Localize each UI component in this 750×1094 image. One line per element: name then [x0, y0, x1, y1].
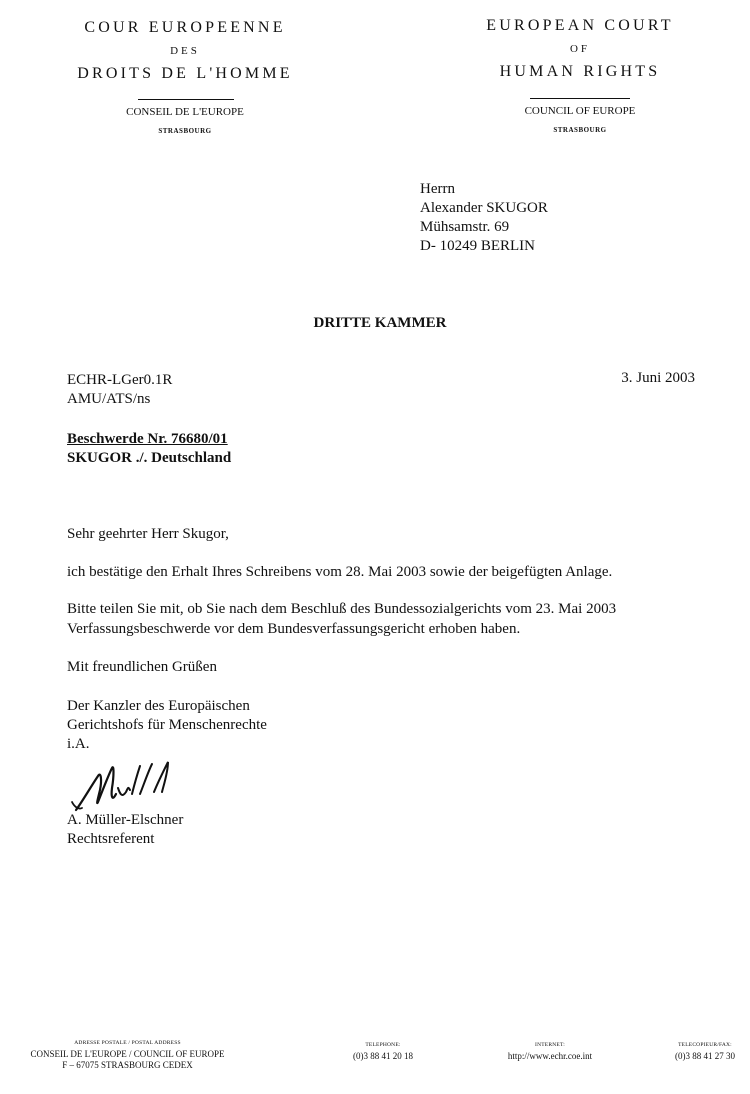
footer-internet — [480, 1040, 620, 1062]
footer-address-line-1: CONSEIL DE L'EUROPE / COUNCIL OF EUROPE — [30, 1049, 225, 1059]
city-fr: STRASBOURG — [158, 127, 212, 135]
signatory-line-3: i.A. — [67, 736, 90, 752]
footer-address — [0, 1038, 255, 1071]
letterhead-left-rule — [138, 99, 234, 100]
footer-address-line-2: F – 67075 STRASBOURG CEDEX — [62, 1060, 193, 1070]
letterhead-right-rule — [530, 98, 630, 99]
recipient-city: D- 10249 BERLIN — [420, 238, 535, 254]
footer-fax-value: (0)3 88 41 27 30 — [675, 1051, 735, 1061]
chamber-heading: DRITTE KAMMER — [313, 315, 447, 331]
recipient-street: Mühsamstr. 69 — [420, 219, 510, 235]
case-title: SKUGOR ./. Deutschland — [67, 450, 232, 466]
footer-internet-value: http://www.echr.coe.int — [507, 1051, 593, 1061]
council-name-en: COUNCIL OF EUROPE — [524, 105, 636, 117]
handwritten-signature — [68, 758, 188, 818]
court-name-fr-line3: DROITS DE L'HOMME — [77, 65, 293, 82]
signatory-line-1: Der Kanzler des Europäischen — [67, 698, 250, 714]
letterhead-right — [455, 16, 705, 82]
footer-address-caption: ADRESSE POSTALE / POSTAL ADDRESS — [74, 1040, 181, 1046]
signatory-role: Rechtsreferent — [67, 831, 155, 847]
court-name-fr-line1: COUR EUROPEENNE — [84, 19, 286, 36]
paragraph-1: ich bestätige den Erhalt Ihres Schreibens vom 28. Mai 2003 sowie der beigefügten Anlage. — [67, 564, 613, 580]
signatory-line-2: Gerichtshofs für Menschenrechte — [67, 717, 267, 733]
court-name-fr-line2: DES — [170, 45, 200, 57]
greeting: Sehr geehrter Herr Skugor, — [67, 526, 229, 542]
closing: Mit freundlichen Grüßen — [67, 659, 217, 675]
paragraph-2-line-1: Bitte teilen Sie mit, ob Sie nach dem Beschluß des Bundessozialgerichts vom 23. Mai 2003 — [67, 601, 617, 617]
reference-initials: AMU/ATS/ns — [67, 391, 151, 407]
signatory-name: A. Müller-Elschner — [67, 812, 184, 828]
council-name-fr: CONSEIL DE L'EUROPE — [126, 106, 244, 118]
court-name-en-line2: OF — [569, 43, 591, 55]
recipient-salutation: Herrn — [420, 181, 455, 197]
court-name-en-line1: EUROPEAN COURT — [486, 17, 674, 34]
case-number: Beschwerde Nr. 76680/01 — [67, 431, 228, 447]
footer-internet-caption: INTERNET: — [535, 1042, 565, 1048]
footer-fax — [660, 1040, 750, 1062]
footer-phone-caption: TELEPHONE: — [365, 1042, 401, 1048]
letter-date: 3. Juni 2003 — [621, 370, 695, 386]
footer-phone — [318, 1040, 448, 1062]
paragraph-2-line-2: Verfassungsbeschwerde vor dem Bundesverfassungsgericht erhoben haben. — [67, 621, 521, 637]
footer-phone-value: (0)3 88 41 20 18 — [353, 1051, 413, 1061]
letterhead-left — [60, 18, 310, 84]
court-name-en-line3: HUMAN RIGHTS — [499, 63, 661, 80]
city-en: STRASBOURG — [553, 126, 607, 134]
recipient-name: Alexander SKUGOR — [420, 200, 548, 216]
reference-code: ECHR-LGer0.1R — [67, 372, 173, 388]
footer-fax-caption: TELECOPIEUR/FAX: — [678, 1042, 732, 1048]
